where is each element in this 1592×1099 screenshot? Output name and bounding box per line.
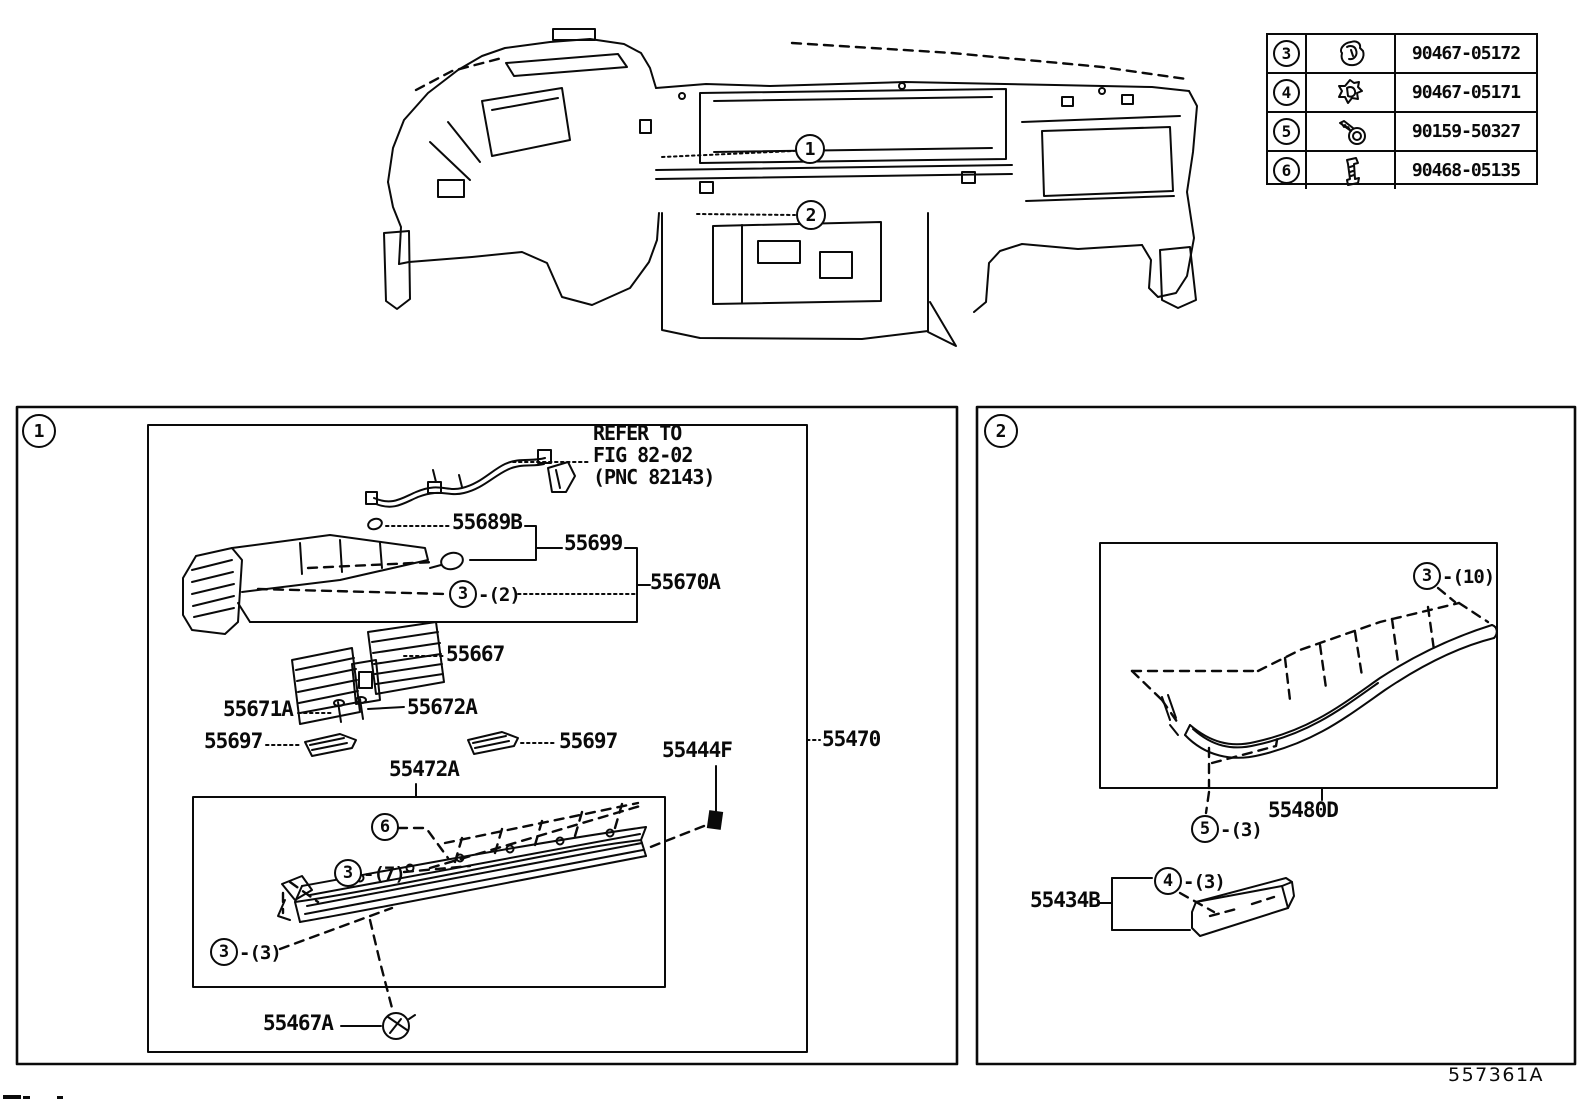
part-label-55480D[interactable]: 55480D: [1268, 798, 1338, 822]
main-callout-1[interactable]: 1: [795, 134, 825, 164]
callout-4-qty3[interactable]: 4 -(3): [1154, 867, 1225, 895]
lower-panel-55472A-drawing: [278, 803, 646, 1008]
part-label-55470[interactable]: 55470: [822, 727, 881, 751]
part-label-55472A[interactable]: 55472A: [389, 757, 459, 781]
part-label-55697-right[interactable]: 55697: [559, 729, 618, 753]
callout-3-qty2[interactable]: 3 -(2): [449, 580, 520, 608]
fastener-ref-badge: 5: [1273, 118, 1300, 145]
clamp-icon: [1334, 155, 1368, 187]
wire-harness-drawing: [366, 450, 590, 507]
callout-3-qty10[interactable]: 3 -(10): [1413, 562, 1494, 590]
console-garnish-55480D-drawing: [1132, 588, 1497, 813]
fastener-row[interactable]: [1268, 35, 1536, 74]
callout-3-qty7[interactable]: 3 -(7): [334, 859, 405, 887]
part-label-55670A[interactable]: 55670A: [650, 570, 720, 594]
instrument-panel-drawing: [384, 29, 1197, 346]
page-edge-artifact: [3, 1095, 21, 1099]
callout-6[interactable]: 6: [371, 813, 399, 841]
part-label-55689B[interactable]: 55689B: [452, 510, 522, 534]
main-callout-2[interactable]: 2: [796, 200, 826, 230]
damper-plates-55697: [266, 732, 556, 756]
fastener-row[interactable]: [1268, 152, 1536, 189]
fastener-ref-badge: 3: [1273, 40, 1300, 67]
fastener-part-number[interactable]: 90467-05172: [1411, 43, 1521, 64]
clip-icon: [1334, 77, 1368, 109]
part-label-55672A[interactable]: 55672A: [407, 695, 477, 719]
fastener-ref-badge: 6: [1273, 157, 1300, 184]
detail2-ref-badge: 2: [984, 414, 1018, 448]
part-label-55667[interactable]: 55667: [446, 642, 505, 666]
fastener-ref-badge: 4: [1273, 79, 1300, 106]
part-label-55699[interactable]: 55699: [564, 531, 623, 555]
part-label-55434B[interactable]: 55434B: [1030, 888, 1100, 912]
part-label-55444F[interactable]: 55444F: [662, 738, 732, 762]
part-label-55467A[interactable]: 55467A: [263, 1011, 333, 1035]
side-register-drawing: [183, 535, 446, 634]
figure-code: 557361A: [1448, 1064, 1545, 1086]
clip-icon: [1334, 38, 1368, 70]
fastener-row[interactable]: [1268, 74, 1536, 113]
fastener-row[interactable]: [1268, 113, 1536, 152]
part-label-55697-left[interactable]: 55697: [204, 729, 263, 753]
callout-5-qty3[interactable]: 5 -(3): [1191, 815, 1262, 843]
refer-note: REFER TO FIG 82-02 (PNC 82143): [593, 421, 715, 489]
fastener-part-number[interactable]: 90468-05135: [1411, 160, 1521, 181]
detail1-ref-badge: 1: [22, 414, 56, 448]
part-label-55671A[interactable]: 55671A: [223, 697, 293, 721]
callout-3-qty3[interactable]: 3 -(3): [210, 938, 281, 966]
fastener-part-number[interactable]: 90467-05171: [1411, 82, 1521, 103]
clip-55444F-leader: [648, 766, 723, 848]
fastener-table: [1266, 33, 1538, 185]
screw-icon: [1332, 116, 1370, 148]
fastener-part-number[interactable]: 90159-50327: [1411, 121, 1521, 142]
